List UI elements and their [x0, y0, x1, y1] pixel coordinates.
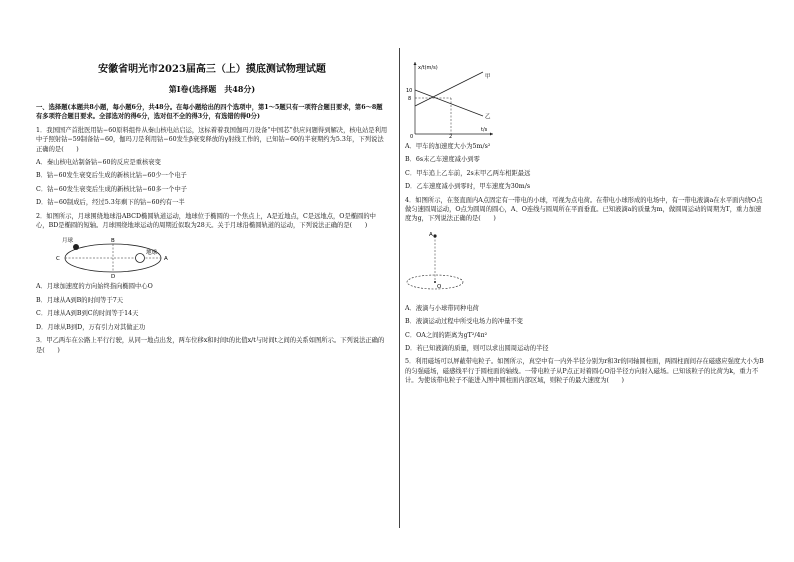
- question-3-option-a: A．甲车的加速度大小为5m/s²: [405, 143, 491, 150]
- question-2-option-d: D．月球从B到D，万有引力对其做正功: [36, 323, 146, 331]
- moon-label: 月球: [62, 238, 74, 245]
- question-2-option-a: A．月球加速度的方向始终指向椭圆中心O: [36, 283, 153, 291]
- xt-graph: [405, 58, 497, 138]
- point-a-label: A: [429, 231, 433, 238]
- x-tick-2: 2: [449, 134, 453, 138]
- point-o-label: O: [437, 283, 442, 290]
- series-yi-line: [415, 72, 483, 106]
- question-3-option-c: C．甲车追上乙车前，2s末甲乙两车相距最远: [405, 169, 531, 177]
- question-4-option-d: D．若已知液滴的质量，则可以求出圆周运动的半径: [405, 345, 549, 353]
- column-divider: [399, 48, 400, 528]
- question-4-option-c: C．OA之间的距离为gT²/4π²: [405, 331, 488, 339]
- question-4-option-b: B．液滴运动过程中所受电场力的冲量不变: [405, 318, 523, 326]
- series-jia-label: 甲: [485, 74, 491, 80]
- center-point: [434, 281, 436, 283]
- question-1-option-a: A．秦山核电站制备钴−60的反应是重核衰变: [36, 159, 161, 167]
- question-5-stem: 5．利用磁场可以屏蔽带电粒子。如图所示，真空中有一内外半径分别为r和3r的同轴圆柱面，两圆柱面间存在磁感应强度大小为B的匀强磁场，磁感线平行于圆柱面的轴线。一带电粒子从P点正对着圆心O沿半径方向射入磁场。已知该粒子的比荷为k，重力不计。为使该带电粒子不能进入图中圆柱面内部区域，则粒子的最大速度为( ): [405, 358, 764, 385]
- moon-icon: [73, 244, 79, 250]
- point-c-label: C: [56, 256, 60, 263]
- charged-droplet-diagram: [405, 228, 515, 300]
- y-axis-arrow: [414, 62, 417, 65]
- question-1-stem: 1．我国国产首批医用钴−60原料组件从秦山核电站启运，这标着着我国伽玛刀设备“中国芯”供应问题得到解决，核电站是利用中子照射钴−59制备钴−60，伽玛刀是利用钴−60发生β衰变释放的γ射线工作的，已知钴−60的半衰期约为5.3年，下列说法正确的是( ): [36, 126, 388, 153]
- series-jia-line: [415, 90, 483, 116]
- x-axis-arrow: [490, 133, 493, 136]
- question-1-option-c: C．钴−60发生衰变后生成的新核比钴−60多一个中子: [36, 185, 188, 193]
- y-axis-label: x/t(m/s): [418, 65, 438, 71]
- question-3-option-b: B．6s末乙车速度减小到零: [405, 156, 480, 164]
- question-2-stem: 2．如图所示，月球围绕地球沿ABCD椭圆轨道运动，地球位于椭圆的一个焦点上，A是近地点，C是远地点，O是椭圆的中心，BD是椭圆的短轴。月球围绕地球运动的周期近似取为28天。关于月球沿椭圆轨道的运动，下列说法正确的是( ): [36, 212, 376, 230]
- moon-orbit-diagram: [48, 234, 188, 278]
- section-instructions: 一、选择题(本题共8小题，每小题6分，共48分。在每小题给出的四个选项中，第1～5题只有一项符合题目要求，第6～8题有多项符合题目要求。全部选对的得6分，选对但不全的得3分，有选错的得0分): [36, 104, 383, 121]
- question-1-option-d: D．钴−60制成后，经过5.3年剩下的钴−60约有一半: [36, 199, 185, 207]
- x-axis-label: t/s: [481, 127, 488, 133]
- question-4-stem: 4．如图所示，在竖直面内A点固定有一带电的小球，可视为点电荷。在带电小球形成的电场中，有一带电液滴a在水平面内绕O点做匀速圆周运动，O点为圆周的圆心，A、O连线与圆周所在平面垂直。已知液滴a的质量为m，做圆周运动的周期为T，重力加速度为g，下列说法正确的是( ): [405, 196, 763, 223]
- question-1-option-b: B．钴−60发生衰变后生成的新核比钴−60少一个电子: [36, 172, 187, 180]
- point-a-label: A: [164, 256, 168, 263]
- series-yi-label: 乙: [485, 114, 491, 120]
- point-d-label: D: [111, 274, 116, 279]
- question-2-option-c: C．月球从A到B到C的时间等于14天: [36, 310, 139, 318]
- left-column: [36, 64, 388, 359]
- question-3-stem: 3．甲乙两车在公路上平行行驶，从同一地点出发，两车位移x和时间t的比值x/t与时间t之间的关系如图所示。下列说法正确的是( ): [36, 337, 385, 354]
- earth-icon: [136, 254, 145, 263]
- question-3-option-d: D．乙车速度减小到零时，甲车速度为30m/s: [405, 183, 531, 191]
- section-subtitle: 第Ⅰ卷(选择题 共48分): [168, 84, 256, 94]
- point-b-label: B: [111, 238, 115, 245]
- y-tick-8: 8: [408, 96, 412, 102]
- y-tick-10: 10: [406, 88, 413, 94]
- right-column: [405, 58, 765, 390]
- question-4-option-a: A．液滴与小球带同种电荷: [405, 304, 479, 312]
- question-2-option-b: B．月球从A到B的时间等于7天: [36, 296, 124, 304]
- exam-title: 安徽省明光市2023届高三（上）摸底测试物理试题: [98, 64, 326, 75]
- earth-label: 地球: [146, 250, 158, 257]
- origin-label: 0: [410, 134, 414, 138]
